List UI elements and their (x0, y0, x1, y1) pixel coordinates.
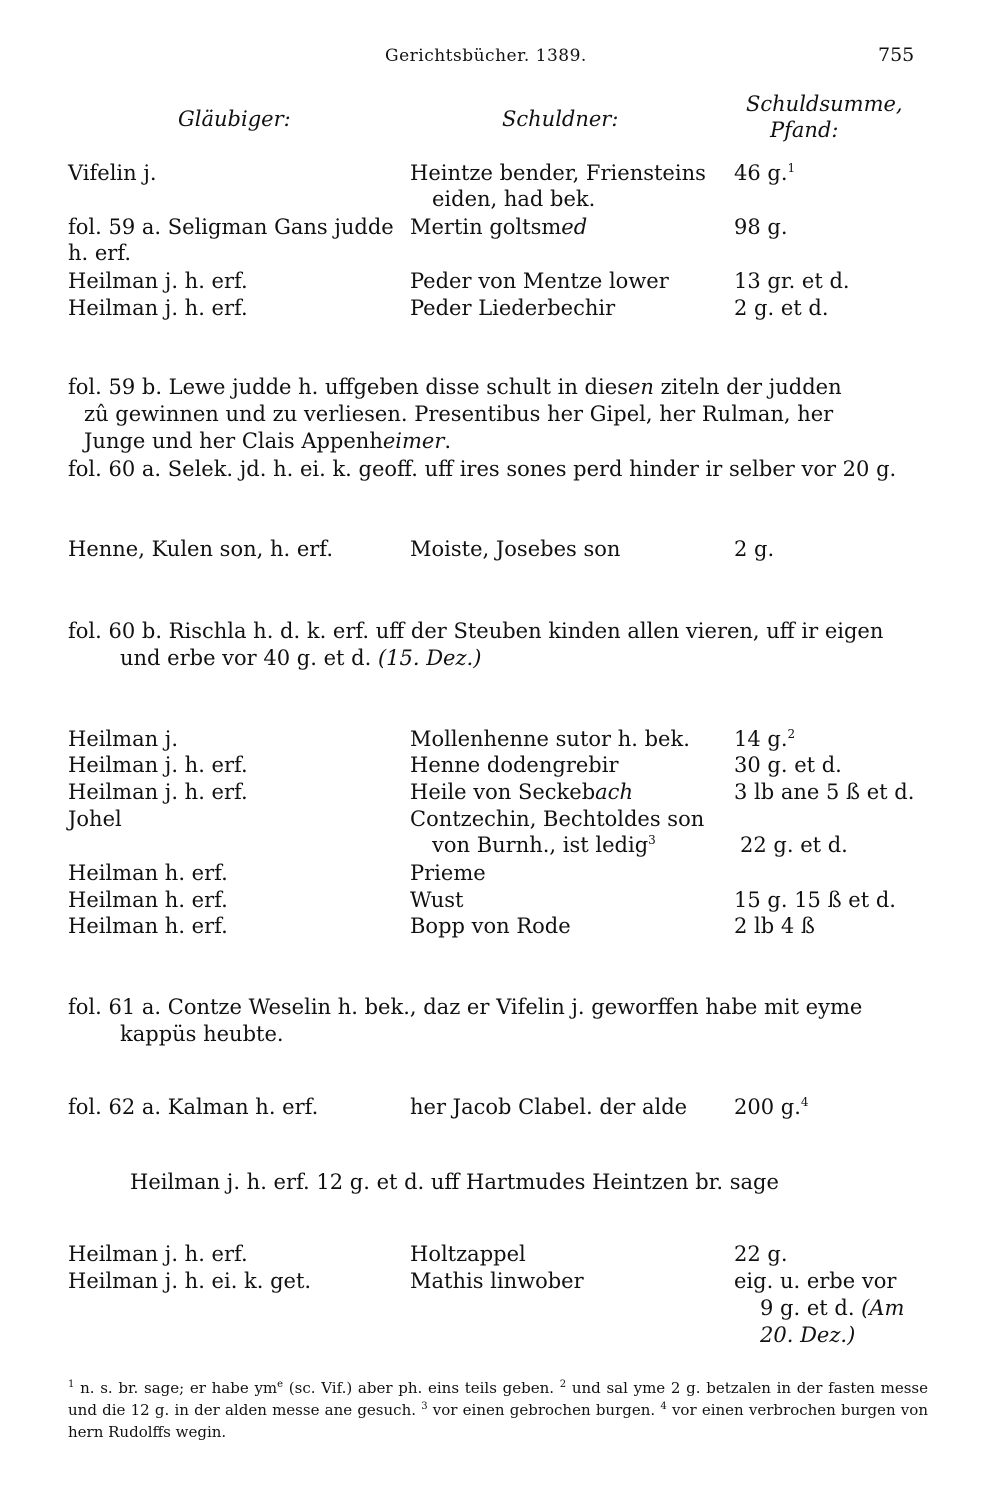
entry-debtor: Moiste, Josebes son (410, 537, 621, 561)
entry-creditor: Heilman j. (68, 727, 178, 751)
entry-debtor-cont: von Burnh., ist ledig$^3$ (432, 833, 656, 857)
paragraph-line: fol. 61 a. Contze Weselin h. bek., daz er Vifelin j. geworffen habe mit eyme (68, 995, 863, 1019)
paragraph-line: fol. 60 b. Rischla h. d. k. erf. uff der Steuben kinden allen vieren, uff ir eigen (68, 619, 884, 643)
entry-amount (734, 160, 795, 186)
column-heading-pledge: Pfand: (770, 118, 839, 142)
paragraph-line: und erbe vor 40 g. et d. (15. Dez.) (120, 646, 482, 670)
entry-creditor: Heilman j. h. ei. k. get. (68, 1269, 312, 1293)
page-number: 755 (878, 44, 915, 66)
entry-debtor: Mertin goltsmed (410, 215, 588, 239)
entry-amount: 22 g. (734, 1242, 788, 1266)
entry-amount: 22 g. et d. (740, 833, 848, 857)
paragraph-line: Heilman j. h. erf. 12 g. et d. uff Hartmudes Heintzen br. sage (130, 1170, 779, 1194)
column-heading-amount: Schuldsumme, (746, 92, 903, 116)
paragraph-line: fol. 60 a. Selek. jd. h. ei. k. geoff. uff ires sones perd hinder ir selber vor 20 g. (68, 457, 897, 481)
entry-creditor: Heilman j. h. erf. (68, 269, 248, 293)
entry-debtor: Bopp von Rode (410, 914, 571, 938)
entry-creditor: fol. 59 a. Seligman Gans judde (68, 215, 394, 239)
entry-creditor: Henne, Kulen son, h. erf. (68, 537, 334, 561)
paragraph-line: Junge und her Clais Appenheimer. (84, 429, 452, 453)
footnote-ref: 4 (800, 1095, 809, 1109)
entry-debtor: Contzechin, Bechtoldes son (410, 807, 705, 831)
entry-amount: 98 g. (734, 215, 788, 239)
entry-debtor: Wust (410, 888, 464, 912)
entry-debtor: Peder Liederbechir (410, 296, 616, 320)
entry-creditor: Heilman j. h. erf. (68, 296, 248, 320)
column-heading-debtor: Schuldner: (502, 107, 619, 131)
entry-debtor: Holtzappel (410, 1242, 526, 1266)
footnote-ref: 3 (648, 833, 656, 847)
entry-debtor: Mollenhenne sutor h. bek. (410, 727, 690, 751)
entry-creditor: fol. 62 a. Kalman h. erf. (68, 1095, 319, 1119)
entry-debtor: Peder von Mentze lower (410, 269, 669, 293)
entry-creditor: Heilman j. h. erf. (68, 780, 248, 804)
column-heading-creditor: Gläubiger: (178, 107, 291, 131)
entry-debtor: Prieme (410, 861, 486, 885)
entry-amount: 2 g. (734, 537, 775, 561)
entry-amount: 14 g.$^2$ (734, 727, 796, 751)
paragraph-line: fol. 59 b. Lewe judde h. uffgeben disse schult in diesen ziteln der judden (68, 375, 842, 399)
entry-amount-cont: 20. Dez.) (760, 1323, 856, 1347)
entry-debtor: Heintze bender, Friensteins (410, 161, 706, 185)
entry-debtor: her Jacob Clabel. der alde (410, 1095, 688, 1119)
running-title: Gerichtsbücher. 1389. (385, 46, 587, 66)
footnotes: $^1$ n. s. br. sage; er habe $ym^e$ (sc. Vif.) aber ph. eins teils geben. $^2$ und sal yme 2 g. betzalen in der fasten messe und die 12 g. in der alden messe ane gesuch. $^3$ vor einen gebrochen burgen. $^4$ vor einen verbrochen burgen von hern Rudolffs wegin. (68, 1379, 928, 1441)
entry-debtor: Mathis linwober (410, 1269, 584, 1293)
entry-debtor: Henne dodengrebir (410, 753, 619, 777)
entry-creditor: Heilman j. h. erf. (68, 1242, 248, 1266)
entry-amount: 200 g.$^4$ (734, 1095, 809, 1119)
amount-text: 46 g. (734, 161, 788, 185)
entry-amount: 15 g. 15 ß et d. (734, 888, 896, 912)
paragraph-line: zû gewinnen und zu verliesen. Presentibus her Gipel, her Rulman, her (84, 402, 834, 426)
entry-amount: eig. u. erbe vor (734, 1269, 897, 1293)
entry-amount: 2 g. et d. (734, 296, 829, 320)
entry-creditor: Vifelin j. (68, 161, 157, 185)
entry-creditor: Heilman h. erf. (68, 914, 228, 938)
entry-creditor-cont: h. erf. (68, 241, 132, 265)
entry-creditor: Heilman j. h. erf. (68, 753, 248, 777)
entry-amount: 13 gr. et d. (734, 269, 850, 293)
entry-creditor: Heilman h. erf. (68, 888, 228, 912)
footnote-ref: 1 (787, 161, 796, 175)
entry-creditor: Johel (68, 807, 122, 831)
entry-creditor: Heilman h. erf. (68, 861, 228, 885)
entry-amount: 30 g. et d. (734, 753, 842, 777)
paragraph-line: kappüs heubte. (120, 1022, 284, 1046)
entry-debtor: Heile von Seckebach (410, 780, 633, 804)
entry-amount-cont: 9 g. et d. (Am (760, 1296, 905, 1320)
entry-amount: 2 lb 4 ß (734, 914, 815, 938)
footnote-ref: 2 (787, 727, 796, 741)
entry-debtor-cont: eiden, had bek. (432, 187, 596, 211)
entry-amount: 3 lb ane 5 ß et d. (734, 780, 915, 804)
